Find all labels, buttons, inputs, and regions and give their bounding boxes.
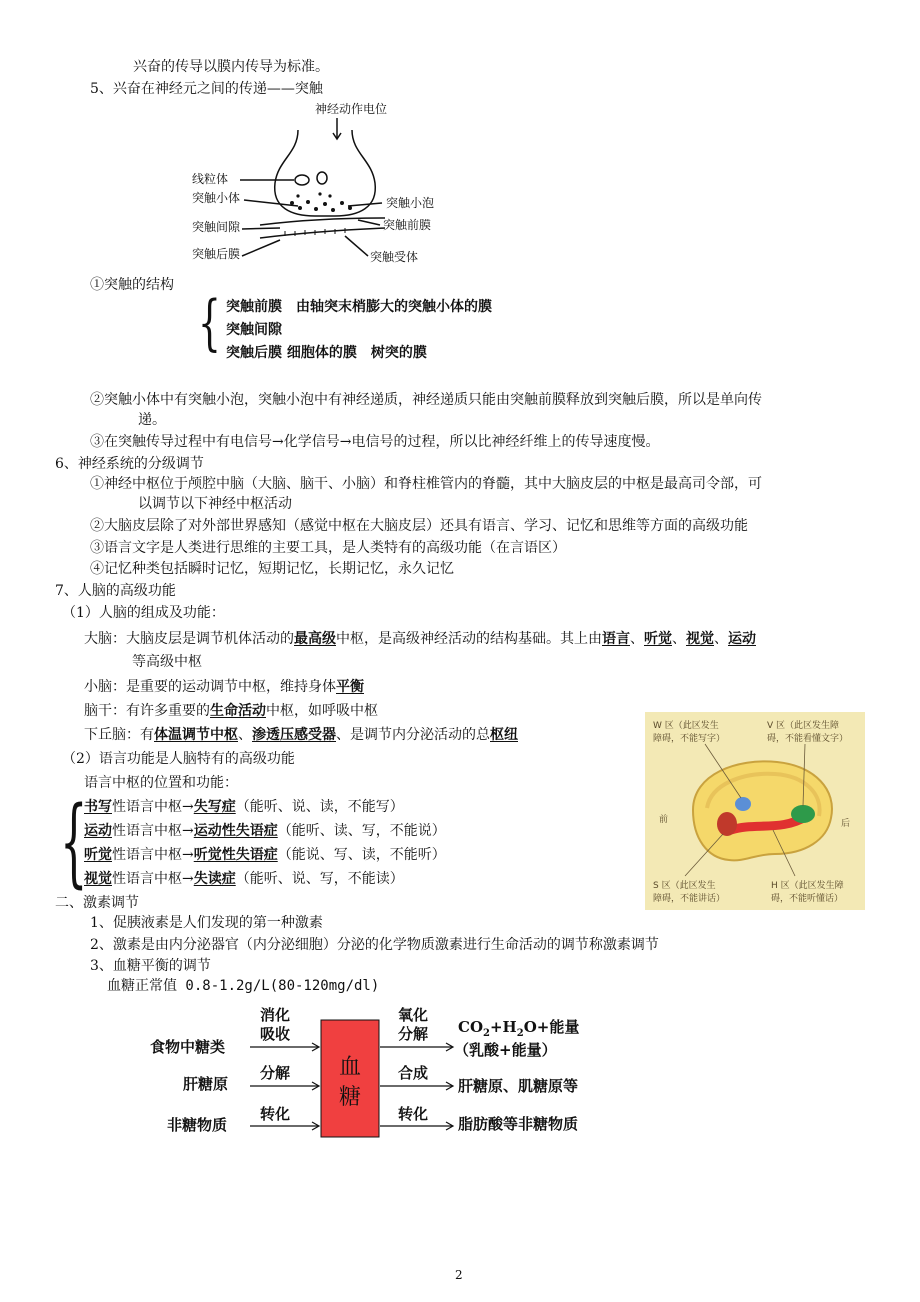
lang-row-auditory: 听觉性语言中枢→听觉性失语症（能说、写、读，不能听） bbox=[84, 847, 446, 863]
mitochondrion-1 bbox=[295, 175, 309, 185]
struct-item-post: 突触后膜 细胞体的膜 树突的膜 bbox=[226, 345, 427, 361]
arrow-label-oxidize-decompose: 分解 bbox=[398, 1025, 429, 1043]
output-fatty-acids: 脂肪酸等非糖物质 bbox=[458, 1115, 579, 1133]
s6-item4: ④记忆种类包括瞬时记忆，短期记忆，长期记忆，永久记忆 bbox=[90, 561, 454, 577]
box-char-2: 糖 bbox=[338, 1085, 362, 1110]
cerebrum-line: 大脑：大脑皮层是调节机体活动的最高级中枢，是高级神经活动的结构基础。其上由语言、听觉、视觉、运动 bbox=[84, 631, 756, 647]
arrow-label-oxidize: 氧化 bbox=[398, 1006, 429, 1024]
page-number: 2 bbox=[455, 1268, 463, 1282]
cerebrum-cont: 等高级中枢 bbox=[132, 654, 202, 670]
caption-s2: 障碍，不能讲话） bbox=[653, 894, 726, 904]
mitochondrion-2 bbox=[317, 172, 327, 184]
caption-v1: V 区（此区发生障 bbox=[767, 721, 840, 731]
cerebellum-line: 小脑：是重要的运动调节中枢，维持身体平衡 bbox=[84, 679, 364, 695]
struct-item-cleft: 突触间隙 bbox=[226, 322, 282, 338]
input-food-carbs: 食物中糖类 bbox=[150, 1038, 226, 1056]
arrow-label-synthesize: 合成 bbox=[398, 1064, 429, 1082]
section-5-title: 5、兴奋在神经元之间的传递——突触 bbox=[90, 81, 323, 97]
label-receptor: 突触受体 bbox=[370, 250, 419, 264]
label-back: 后 bbox=[841, 819, 851, 829]
output-co2: $CO_2+H_2O+$能量 bbox=[458, 1018, 580, 1039]
box-char-1: 血 bbox=[338, 1055, 362, 1080]
synapse-structure-title: ①突触的结构 bbox=[90, 277, 174, 293]
brace-structure: { bbox=[198, 288, 221, 358]
s6-item1-line2: 以调节以下神经中枢活动 bbox=[138, 496, 292, 512]
s6-item1-line1: ①神经中枢位于颅腔中脑（大脑、脑干、小脑）和脊柱椎管内的脊髓，其中大脑皮层的中枢是最高司令部，可 bbox=[90, 476, 762, 492]
label-action-potential: 神经动作电位 bbox=[315, 102, 388, 116]
input-liver-glycogen: 肝糖原 bbox=[183, 1075, 229, 1093]
lang-row-motor: 运动性语言中枢→运动性失语症（能听、读、写，不能说） bbox=[84, 823, 446, 839]
w-area bbox=[735, 797, 751, 811]
lang-row-writing: 书写性语言中枢→失写症（能听、说、读，不能写） bbox=[84, 799, 404, 815]
s6-item2: ②大脑皮层除了对外部世界感知（感觉中枢在大脑皮层）还具有语言、学习、记忆和思维等方面的高级功能 bbox=[90, 518, 748, 534]
s-area bbox=[717, 812, 737, 836]
caption-w2: 障碍，不能写字） bbox=[653, 734, 726, 744]
label-postsynaptic-membrane: 突触后膜 bbox=[192, 247, 241, 261]
label-synaptic-cleft: 突触间隙 bbox=[192, 220, 241, 234]
intro-line: 兴奋的传导以膜内传导为标准。 bbox=[133, 59, 329, 75]
caption-s1: S 区（此区发生 bbox=[653, 881, 716, 891]
brainstem-line: 脑干：有许多重要的生命活动中枢，如呼吸中枢 bbox=[84, 703, 378, 719]
caption-h2: 碍，不能听懂话） bbox=[771, 894, 844, 904]
label-synaptic-knob: 突触小体 bbox=[192, 191, 241, 205]
part-2-title: 二、激素调节 bbox=[55, 895, 139, 911]
caption-w1: W 区（此区发生 bbox=[653, 721, 719, 731]
section-7-title: 7、人脑的高级功能 bbox=[55, 583, 176, 599]
hormone-item1: 1、促胰液素是人们发现的第一种激素 bbox=[90, 915, 323, 931]
s7-sub1: （1）人脑的组成及功能： bbox=[62, 605, 225, 621]
lang-intro: 语言中枢的位置和功能： bbox=[84, 775, 238, 791]
brain-language-areas-figure bbox=[645, 712, 865, 910]
hormone-item3: 3、血糖平衡的调节 bbox=[90, 958, 211, 974]
struct-item-pre: 突触前膜 由轴突末梢膨大的突触小体的膜 bbox=[226, 299, 492, 315]
caption-v2: 碍，不能看懂文字） bbox=[767, 734, 849, 744]
s6-item3: ③语言文字是人类进行思维的主要工具，是人类特有的高级功能（在言语区） bbox=[90, 540, 566, 556]
arrow-label-convert-in: 转化 bbox=[260, 1105, 291, 1123]
blood-glucose-diagram bbox=[140, 1002, 620, 1142]
arrow-label-digest: 消化 bbox=[260, 1006, 291, 1024]
para-2-line2: 递。 bbox=[138, 412, 166, 428]
label-presynaptic-membrane: 突触前膜 bbox=[383, 218, 432, 232]
s7-sub2: （2）语言功能是人脑特有的高级功能 bbox=[62, 751, 295, 767]
v-area bbox=[791, 805, 815, 823]
brace-language: { bbox=[60, 786, 88, 898]
blood-sugar-normal: 血糖正常值 0.8-1.2g/L(80-120mg/dl) bbox=[107, 978, 380, 994]
lang-row-visual: 视觉性语言中枢→失读症（能听、说、写，不能读） bbox=[84, 871, 404, 887]
hormone-item2: 2、激素是由内分泌器官（内分泌细胞）分泌的化学物质激素进行生命活动的调节称激素调节 bbox=[90, 937, 659, 953]
vesicles bbox=[290, 192, 352, 212]
label-front: 前 bbox=[659, 815, 669, 825]
output-lactic: （乳酸+能量） bbox=[454, 1041, 557, 1059]
para-3: ③在突触传导过程中有电信号→化学信号→电信号的过程，所以比神经纤维上的传导速度慢。 bbox=[90, 434, 660, 450]
arrow-label-decompose: 分解 bbox=[260, 1064, 291, 1082]
post-membrane-line bbox=[260, 228, 385, 238]
arrow-label-absorb: 吸收 bbox=[260, 1025, 291, 1043]
synapse-drawing bbox=[240, 118, 385, 256]
output-glycogen: 肝糖原、肌糖原等 bbox=[458, 1077, 579, 1095]
hypothalamus-line: 下丘脑：有体温调节中枢、渗透压感受器、是调节内分泌活动的总枢纽 bbox=[84, 727, 518, 743]
caption-h1: H 区（此区发生障 bbox=[771, 881, 844, 891]
label-mitochondria: 线粒体 bbox=[192, 172, 229, 186]
para-2-line1: ②突触小体中有突触小泡，突触小泡中有神经递质，神经递质只能由突触前膜释放到突触后膜，所以是单向传 bbox=[90, 392, 762, 408]
section-6-title: 6、神经系统的分级调节 bbox=[55, 456, 204, 472]
arrow-label-convert-out: 转化 bbox=[398, 1105, 429, 1123]
synapse-diagram bbox=[180, 98, 480, 273]
label-synaptic-vesicle: 突触小泡 bbox=[386, 196, 435, 210]
input-non-sugar: 非糖物质 bbox=[167, 1116, 228, 1134]
